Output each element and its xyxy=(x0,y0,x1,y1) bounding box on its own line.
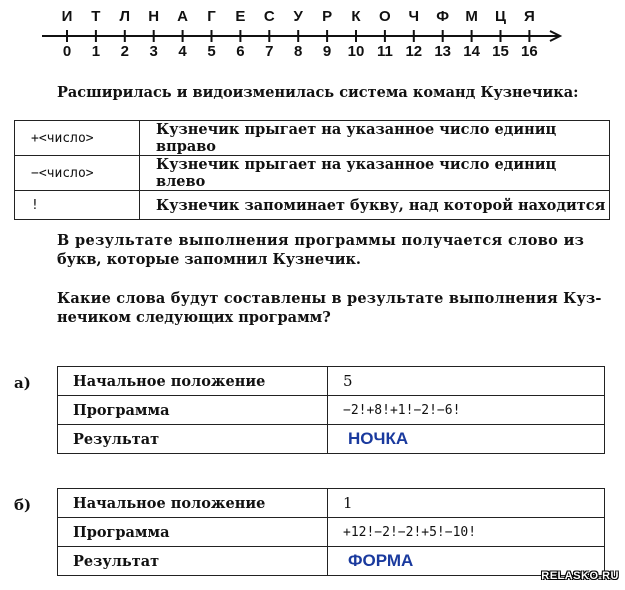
number-line-letters xyxy=(0,8,625,28)
paragraph-question xyxy=(57,289,607,327)
command-code: ! xyxy=(15,191,140,220)
number-line-number: 10 xyxy=(347,43,365,60)
paragraph-line: нечиком следующих программ? xyxy=(57,309,331,326)
number-line-number: 15 xyxy=(492,43,509,60)
number-line-number: 5 xyxy=(207,43,216,60)
number-line-number: 9 xyxy=(322,43,332,60)
paragraph-result-explanation xyxy=(57,231,607,269)
number-line-number: 4 xyxy=(178,43,187,60)
number-line-number: 8 xyxy=(294,43,303,60)
number-line-letter: С xyxy=(263,8,275,25)
number-line-number: 12 xyxy=(405,43,423,60)
number-line-letter: О xyxy=(379,8,391,25)
command-description: Кузнечик прыгает на указанное число единиц влево xyxy=(140,156,610,191)
table-row xyxy=(58,489,605,518)
command-row xyxy=(15,191,610,220)
number-line-letter: У xyxy=(293,8,303,25)
number-line-letter: Г xyxy=(207,8,216,25)
intro-text: Расширилась и видоизменилась система команд Кузнечика: xyxy=(57,84,579,101)
number-line-letter: А xyxy=(177,8,189,25)
number-line-number: 0 xyxy=(62,43,72,60)
start-position-label: Начальное положение xyxy=(58,367,328,396)
commands-table xyxy=(14,120,610,220)
task-a-table xyxy=(57,366,605,454)
command-description: Кузнечик прыгает на указанное число единиц вправо xyxy=(140,121,610,156)
number-line-letter: Ф xyxy=(436,8,450,25)
number-line-letter: Ц xyxy=(495,8,506,25)
start-position-value: 5 xyxy=(328,367,605,396)
task-a-label: а) xyxy=(14,374,31,392)
command-description: Кузнечик запоминает букву, над которой находится xyxy=(140,191,610,220)
number-line-number: 2 xyxy=(120,43,129,60)
start-position-label: Начальное положение xyxy=(58,489,328,518)
number-line-letter: Н xyxy=(148,8,160,25)
table-row xyxy=(58,367,605,396)
table-row xyxy=(58,518,605,547)
result-value: ФОРМА xyxy=(328,547,605,576)
table-row xyxy=(58,547,605,576)
number-line-letter: Т xyxy=(91,8,101,25)
command-row xyxy=(15,121,610,156)
number-line-number: 6 xyxy=(236,43,245,60)
table-row xyxy=(58,425,605,454)
result-label: Результат xyxy=(58,547,328,576)
number-line-number: 14 xyxy=(463,43,480,60)
paragraph-line: Какие слова будут составлены в результате выполнения Куз- xyxy=(57,290,602,307)
program-label: Программа xyxy=(58,518,328,547)
result-value: НОЧКА xyxy=(328,425,605,454)
number-line-number: 11 xyxy=(376,43,393,60)
paragraph-line: букв, которые запомнил Кузнечик. xyxy=(57,251,361,268)
number-line-letter: Л xyxy=(119,8,131,25)
number-line-letter: М xyxy=(465,8,478,25)
number-line-number: 3 xyxy=(149,43,158,60)
paragraph-line: В результате выполнения программы получается слово из xyxy=(57,232,585,249)
number-line-letter: Р xyxy=(322,8,333,25)
task-b-label: б) xyxy=(14,496,32,514)
number-line-letter: Я xyxy=(524,8,535,25)
program-value: +12!−2!−2!+5!−10! xyxy=(328,518,605,547)
table-row xyxy=(58,396,605,425)
command-code: −<число> xyxy=(15,156,140,191)
number-line-numbers xyxy=(0,43,625,63)
start-position-value: 1 xyxy=(328,489,605,518)
watermark: RELASKO.RU xyxy=(541,570,619,582)
command-row xyxy=(15,156,610,191)
number-line-letter: К xyxy=(351,8,361,25)
result-label: Результат xyxy=(58,425,328,454)
program-label: Программа xyxy=(58,396,328,425)
number-line-letter: Ч xyxy=(408,8,420,25)
program-value: −2!+8!+1!−2!−6! xyxy=(328,396,605,425)
number-line-number: 7 xyxy=(265,43,274,60)
number-line-number: 1 xyxy=(91,43,101,60)
task-b-table xyxy=(57,488,605,576)
number-line-letter: И xyxy=(61,8,73,25)
command-code: +<число> xyxy=(15,121,140,156)
number-line-letter: Е xyxy=(235,8,246,25)
number-line-number: 16 xyxy=(521,43,538,60)
number-line-number: 13 xyxy=(434,43,452,60)
